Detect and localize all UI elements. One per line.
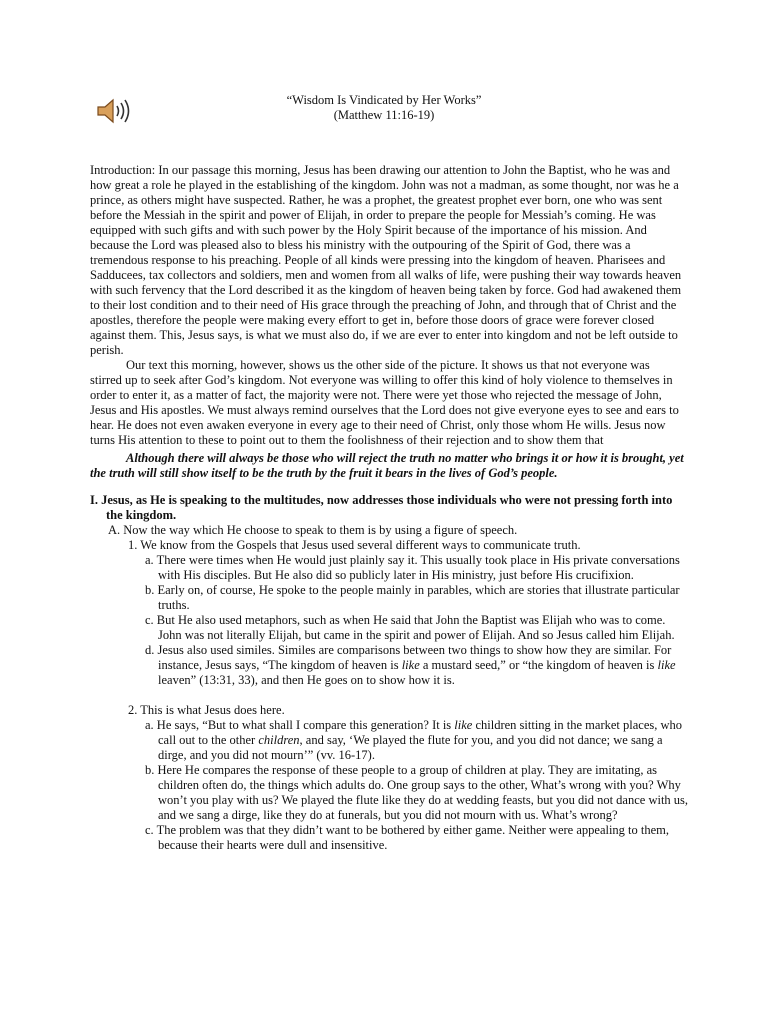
s1d-like-1: like bbox=[401, 658, 420, 672]
s2a-text-3: , and say, ‘We played the flute for you, and you did not dance; we sang a dirge, and you did not mourn’” (vv. 16-17). bbox=[158, 733, 663, 762]
outline-sub-1d bbox=[90, 643, 690, 688]
introduction bbox=[90, 163, 682, 448]
s2a-like: like bbox=[454, 718, 473, 732]
sermon-heading bbox=[0, 93, 768, 123]
thesis-statement: Although there will always be those who will reject the truth no matter who brings it or how it is brought, yet the truth will still show itself to be the truth by the fruit it bears in the lives of God’s people. bbox=[90, 451, 684, 480]
outline-sub-2c: c. The problem was that they didn’t want to be bothered by either game. Neither were appealing to them, because their hearts were dull and insensitive. bbox=[145, 823, 670, 852]
outline-point-1a: A. Now the way which He choose to speak to them is by using a figure of speech. bbox=[108, 523, 518, 537]
s1d-text-1: d. Jesus also used similes. Similes are comparisons between two things to show how they are similar. For instance, Jesus says, “The kingdom of heaven is bbox=[145, 643, 672, 672]
outline-sub-1a: a. There were times when He would just plainly say it. This usually took place in His private conversations with His disciples. But He also did so publicly later in His ministry, just before His crucifixion. bbox=[145, 553, 680, 582]
s2a-children: children bbox=[258, 733, 300, 747]
sermon-outline bbox=[90, 493, 690, 853]
outline-sub-2a bbox=[90, 718, 690, 763]
s2a-text-2: children sitting in the market places, who call out to the other bbox=[158, 718, 683, 747]
intro-paragraph-1: Introduction: In our passage this morning, Jesus has been drawing our attention to John the Baptist, who he was and how great a role he played in the establishing of the kingdom. John was not a madman, as some thought, nor was he a prince, as others might have suspected. Rather, he was a prophet, the greatest prophet ever born, one who was sent before the Messiah in the spirit and power of Elijah, in order to prepare the people for Messiah’s coming. He was equipped with such gifts and with such power by the Holy Spirit because of the importance of his mission. And because the Lord was pleased also to bless his ministry with the outpouring of the Spirit of God, there was a tremendous response to his preaching. People of all kinds were pressing into the kingdom of heaven. Pharisees and Sadducees, tax collectors and soldiers, men and women from all walks of life, were pushing their way towards heaven with such fervency that the Lord described it as the kingdom of heaven being taken by force. God had awakened them to their lost condition and to their need of His grace through the preaching of John, and through that of Christ and the apostles, therefore the people were making every effort to get in, before those doors of grace were forever closed against them. This, Jesus says, is what we must also do, if we are ever to enter into kingdom and not be left outside to perish. bbox=[90, 163, 682, 357]
scripture-reference: (Matthew 11:16-19) bbox=[333, 108, 435, 122]
s1d-like-2: like bbox=[657, 658, 676, 672]
outline-sub-2b: b. Here He compares the response of these people to a group of children at play. They are imitating, as children often do, the things which adults do. One group says to the other, What’s wrong with you? Why won’t you play with us? We played the flute like they do at wedding feasts, but you did not dance with us, and we sang a dirge, like they do at funerals, but you did not mourn with us. What’s wrong? bbox=[145, 763, 689, 822]
s1d-text-3: leaven” (13:31, 33), and then He goes on to show how it is. bbox=[158, 673, 455, 687]
s1d-text-2: a mustard seed,” or “the kingdom of heaven is bbox=[419, 658, 658, 672]
outline-sub-1b: b. Early on, of course, He spoke to the people mainly in parables, which are stories that illustrate particular truths. bbox=[145, 583, 680, 612]
sermon-title: “Wisdom Is Vindicated by Her Works” bbox=[286, 93, 482, 107]
outline-sub-1: 1. We know from the Gospels that Jesus used several different ways to communicate truth. bbox=[128, 538, 581, 552]
outline-point-1: I. Jesus, as He is speaking to the multitudes, now addresses those individuals who were not pressing forth into the kingdom. bbox=[90, 493, 673, 522]
outline-sub-2: 2. This is what Jesus does here. bbox=[128, 703, 285, 717]
intro-paragraph-2: Our text this morning, however, shows us the other side of the picture. It shows us that not everyone was stirred up to seek after God’s kingdom. Not everyone was willing to offer this kind of holy violence to themselves in order to enter it, as a matter of fact, the majority were not. There were yet those who rejected the message of John, Jesus and His apostles. We must always remind ourselves that the Lord does not give everyone eyes to see and ears to hear. He does not even awaken everyone in every age to their need of Christ, only those whom He wills. Jesus now turns His attention to these to point out to them the foolishness of their rejection and to show them that bbox=[90, 358, 679, 447]
s2a-text-1: a. He says, “But to what shall I compare this generation? It is bbox=[145, 718, 455, 732]
outline-sub-1c: c. But He also used metaphors, such as when He said that John the Baptist was Elijah who was to come. John was not literally Elijah, but came in the spirit and power of Elijah. And so Jesus called him Elijah. bbox=[145, 613, 675, 642]
